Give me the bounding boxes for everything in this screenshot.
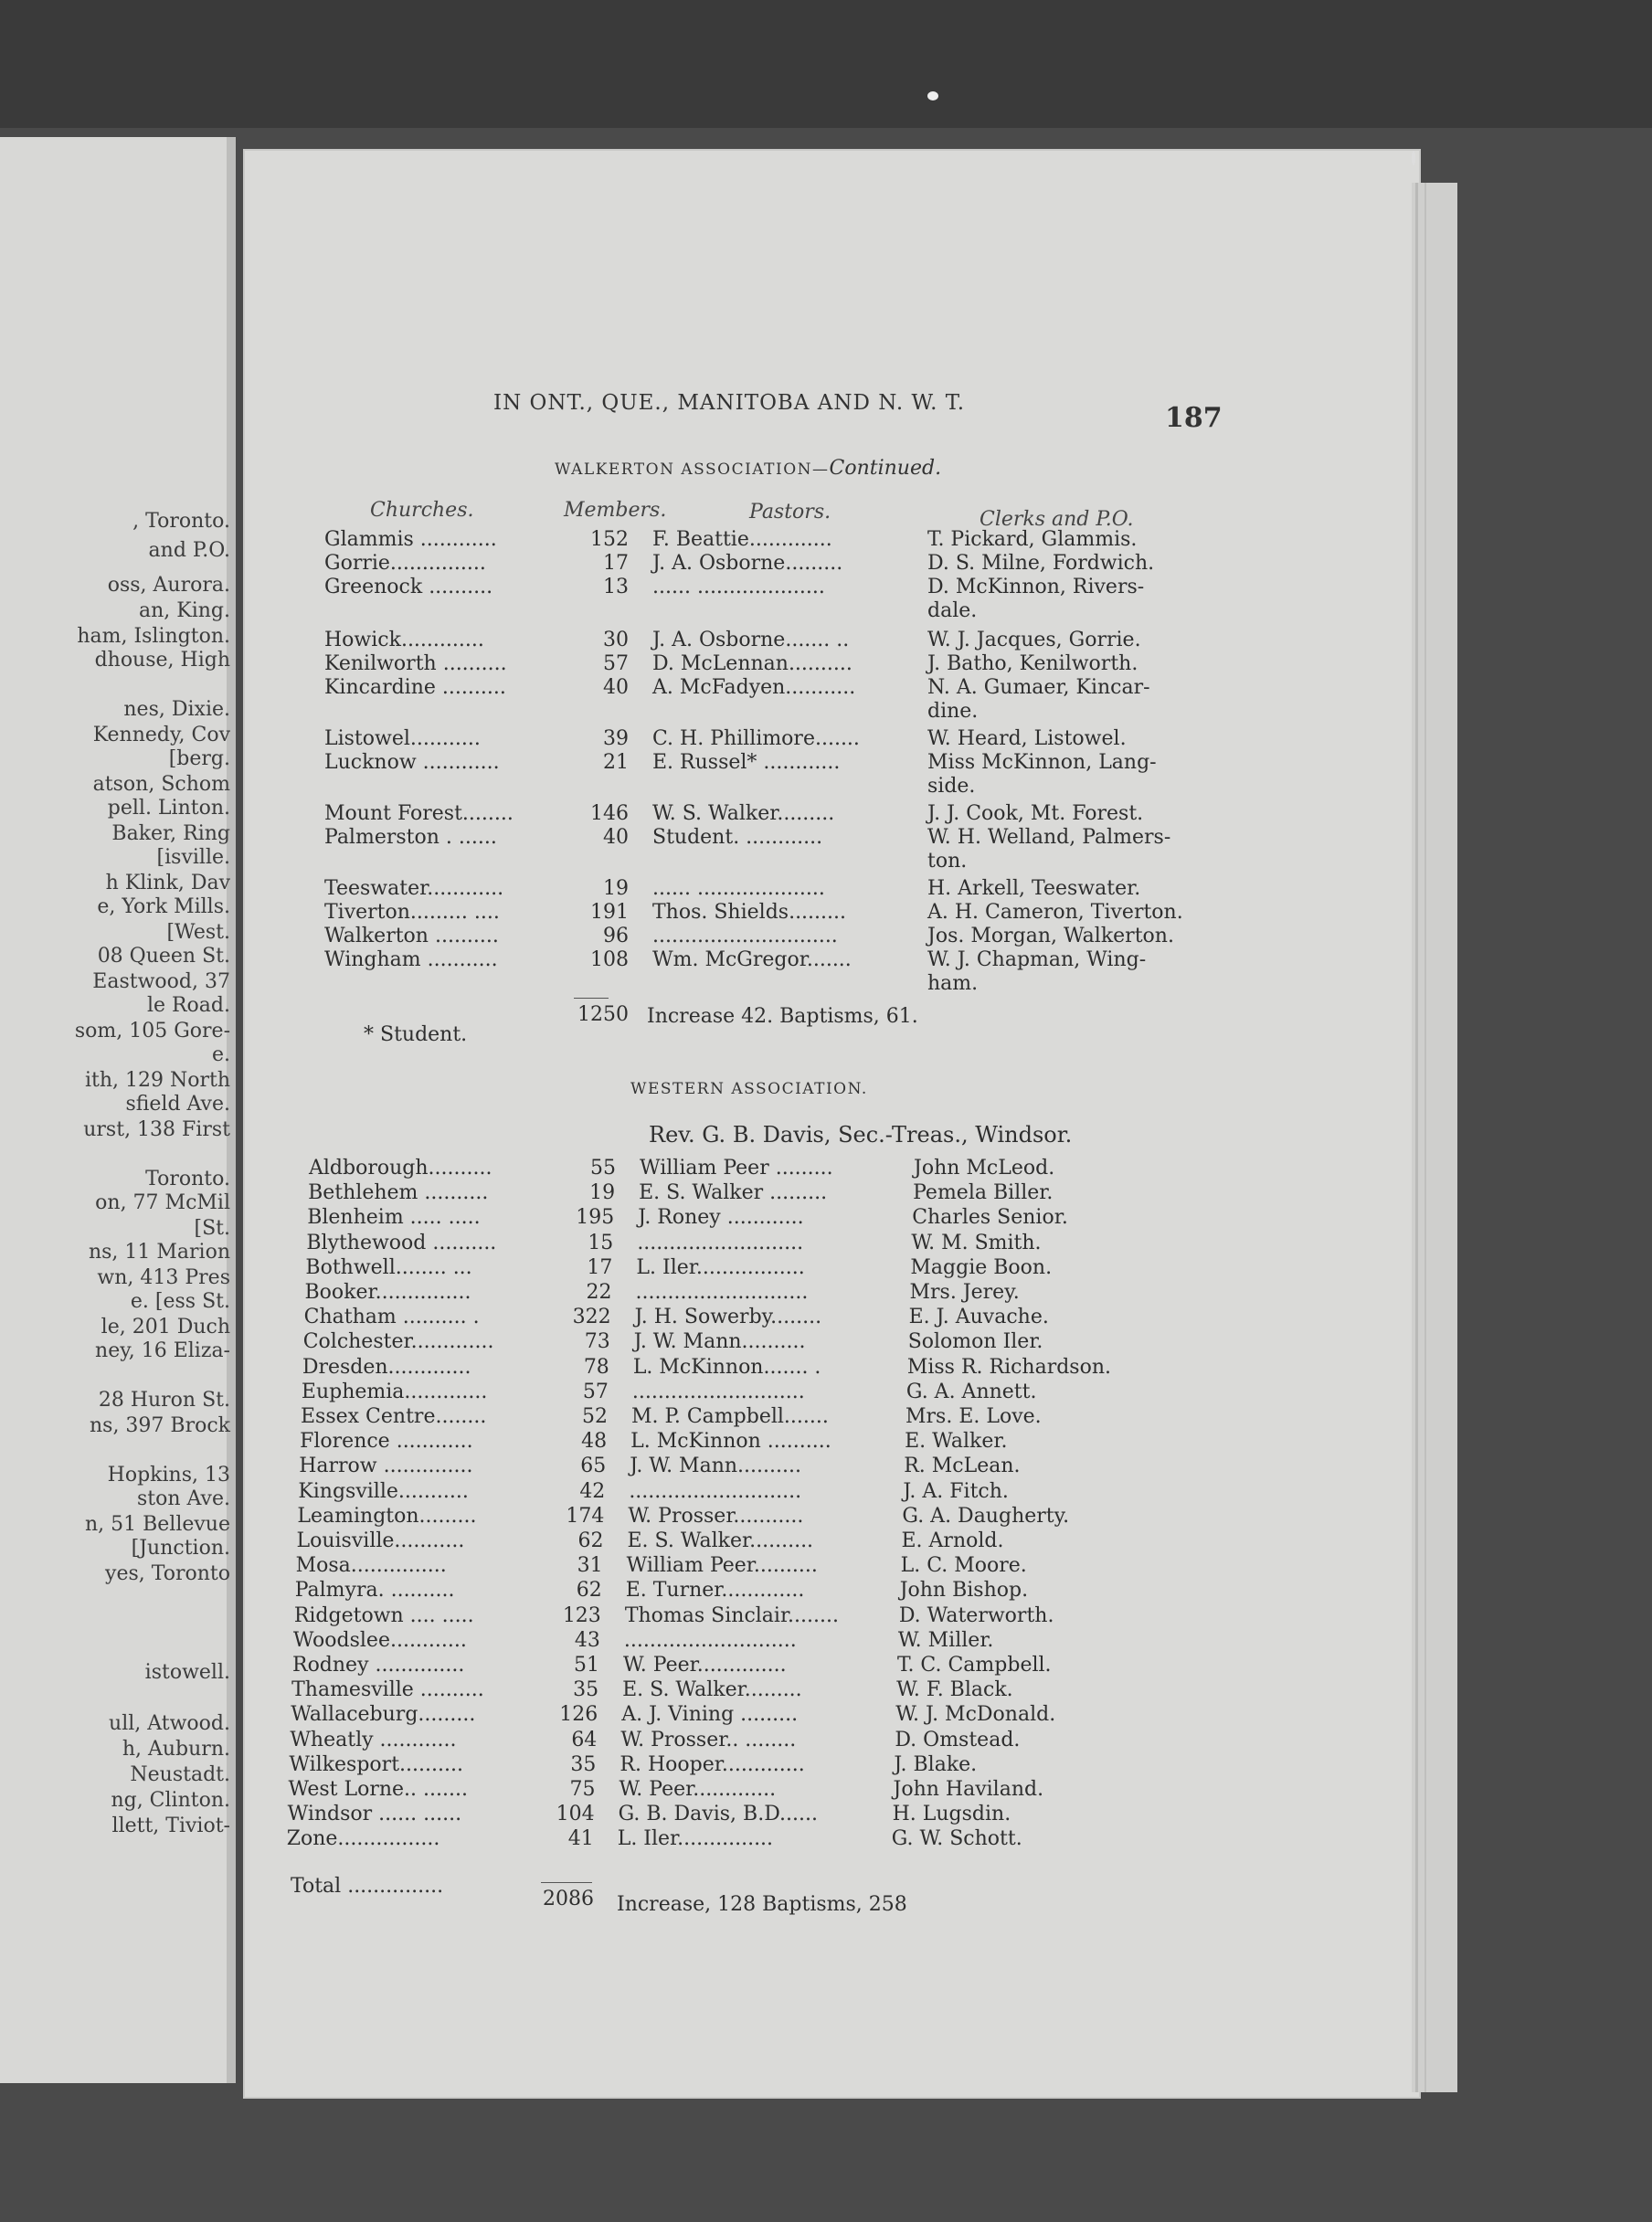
pastor-name: ...... ....................	[652, 576, 825, 598]
page-stack-edge	[1412, 183, 1457, 2092]
column-head-pastors: Pastors.	[749, 501, 831, 524]
pastor-name: R. Hooper.............	[620, 1752, 805, 1776]
facing-page-line: ns, 397 Brock	[89, 1414, 230, 1437]
table-row	[0, 1157, 1188, 1180]
clerk-name: John McLeod.	[914, 1157, 1055, 1180]
walkerton-footnote: * Student.	[364, 1023, 468, 1046]
clerk-name: J. Batho, Kenilworth.	[927, 652, 1138, 675]
pastor-name: ...........................	[623, 1628, 797, 1652]
table-row	[0, 948, 1188, 972]
member-count: 42	[579, 1479, 606, 1503]
church-name: Walkerton ..........	[324, 925, 499, 947]
pastor-name: L. Iler.................	[636, 1255, 805, 1279]
member-count: 17	[587, 1255, 613, 1279]
clerk-name: G. A. Annett.	[905, 1380, 1037, 1403]
clerk-name: Solomon Iler.	[907, 1330, 1043, 1354]
pastor-name: J. Roney ............	[638, 1206, 804, 1230]
member-count: 62	[577, 1529, 604, 1552]
facing-page-line: Hopkins, 13	[107, 1464, 230, 1487]
table-row	[0, 1703, 1170, 1727]
column-head-members: Members.	[564, 499, 667, 522]
table-row	[0, 1654, 1171, 1677]
scan-top-border	[0, 0, 1652, 128]
clerk-name: D. Omstead.	[895, 1728, 1021, 1751]
church-name: Wilkesport..........	[289, 1752, 463, 1776]
western-total-label: Total ...............	[291, 1875, 444, 1898]
walkerton-title-continued: Continued.	[829, 457, 942, 480]
pastor-name: W. Peer..............	[623, 1654, 787, 1677]
clerk-name: T. C. Campbell.	[897, 1654, 1052, 1677]
member-count: 15	[588, 1231, 614, 1254]
facing-page-line: llett, Tiviot-	[111, 1815, 230, 1837]
pastor-name: L. McKinnon....... .	[632, 1355, 821, 1379]
church-name: Palmyra. ..........	[294, 1579, 455, 1603]
member-count: 52	[582, 1405, 608, 1428]
facing-page-line: ull, Atwood.	[109, 1712, 230, 1735]
clerk-name: G. A. Daugherty.	[902, 1504, 1070, 1528]
pastor-name: J. W. Mann..........	[633, 1330, 806, 1354]
table-row	[0, 1181, 1187, 1205]
facing-page-line: 08 Queen St.	[97, 945, 230, 968]
facing-page-line: and P.O.	[148, 539, 230, 562]
member-count: 152	[590, 528, 629, 551]
western-total-members: 2086	[543, 1888, 594, 1910]
clerk-name: H. Arkell, Teeswater.	[927, 877, 1141, 900]
facing-page-line: Neustadt.	[130, 1763, 230, 1786]
member-count: 62	[576, 1579, 602, 1603]
facing-page-line: atson, Schom	[92, 773, 230, 796]
western-secretary: Rev. G. B. Davis, Sec.-Treas., Windsor.	[649, 1122, 1073, 1148]
pastor-name: J. A. Osborne.........	[652, 552, 843, 575]
clerk-name: G. W. Schott.	[891, 1827, 1022, 1851]
member-count: 108	[590, 948, 629, 971]
church-name: Bethlehem ..........	[308, 1181, 489, 1205]
table-row	[0, 972, 1188, 996]
member-count: 17	[603, 552, 629, 575]
facing-page-line: ney, 16 Eliza-	[95, 1339, 230, 1362]
table-row	[0, 751, 1188, 775]
church-name: Kincardine ..........	[324, 676, 506, 699]
clerk-name: Jos. Morgan, Walkerton.	[927, 925, 1174, 947]
facing-page-line: sfield Ave.	[125, 1093, 230, 1116]
table-row	[0, 1729, 1169, 1752]
pastor-name: ...........................	[629, 1479, 802, 1503]
walkerton-summary: Increase 42. Baptisms, 61.	[647, 1005, 918, 1028]
pastor-name: William Peer .........	[640, 1157, 833, 1180]
table-row	[0, 1803, 1167, 1826]
member-count: 21	[603, 751, 629, 774]
facing-page-line: [West.	[166, 921, 230, 944]
pastor-name: Thos. Shields.........	[652, 901, 847, 924]
table-row	[0, 1381, 1181, 1404]
table-row	[0, 1629, 1172, 1653]
facing-page-line: le, 201 Duch	[101, 1316, 230, 1338]
clerk-name: W. Heard, Listowel.	[927, 727, 1127, 750]
western-section-title: WESTERN ASSOCIATION.	[630, 1080, 868, 1098]
table-row	[0, 1430, 1179, 1454]
running-head: IN ONT., QUE., MANITOBA AND N. W. T.	[493, 391, 966, 415]
table-row	[0, 901, 1188, 925]
member-count: 22	[586, 1281, 612, 1304]
facing-page-line: Toronto.	[145, 1168, 230, 1190]
table-row	[0, 599, 1188, 623]
member-count: 146	[590, 802, 629, 825]
table-row	[0, 1206, 1186, 1230]
member-count: 41	[567, 1827, 594, 1851]
clerk-name: Miss R. Richardson.	[906, 1355, 1112, 1379]
member-count: 104	[556, 1803, 595, 1826]
western-summary: Increase, 128 Baptisms, 258	[617, 1893, 907, 1916]
table-row	[0, 1505, 1176, 1529]
pastor-name: E. Turner.............	[625, 1579, 805, 1603]
church-name: Mosa...............	[295, 1554, 447, 1578]
table-row	[0, 1306, 1183, 1329]
clerk-name: ton.	[927, 850, 968, 873]
table-row	[0, 528, 1188, 552]
table-row	[0, 676, 1188, 700]
church-name: Booker...............	[304, 1281, 471, 1304]
member-count: 195	[576, 1206, 615, 1230]
member-count: 40	[603, 676, 629, 699]
pastor-name: Wm. McGregor.......	[652, 948, 852, 971]
church-name: Woodslee............	[292, 1628, 467, 1652]
western-total-rule	[541, 1882, 592, 1883]
clerk-name: W. H. Welland, Palmers-	[927, 826, 1171, 849]
table-row	[0, 1678, 1170, 1702]
pastor-name: Thomas Sinclair........	[624, 1603, 839, 1627]
church-name: Louisville...........	[296, 1529, 465, 1552]
church-name: Wheatly ............	[290, 1728, 457, 1751]
clerk-name: H. Lugsdin.	[892, 1803, 1011, 1826]
walkerton-total-members: 1250	[577, 1003, 629, 1026]
clerk-name: W. Miller.	[897, 1628, 994, 1652]
facing-page-line: ng, Clinton.	[111, 1789, 230, 1812]
pastor-name: .............................	[652, 925, 838, 947]
member-count: 64	[571, 1728, 598, 1751]
church-name: Greenock ..........	[324, 576, 493, 598]
pastor-name: J. W. Mann..........	[630, 1455, 801, 1478]
facing-page-line: ith, 129 North	[84, 1069, 230, 1092]
table-row	[0, 552, 1188, 576]
church-name: Wingham ...........	[324, 948, 498, 971]
pastor-name: G. B. Davis, B.D......	[618, 1803, 819, 1826]
pastor-name: C. H. Phillimore.......	[652, 727, 860, 750]
clerk-name: dale.	[927, 599, 978, 622]
church-name: West Lorne.. .......	[288, 1778, 468, 1801]
member-count: 65	[580, 1455, 607, 1478]
church-name: Zone................	[286, 1827, 440, 1851]
member-count: 48	[581, 1430, 608, 1454]
facing-page-line: an, King.	[139, 599, 230, 622]
walkerton-title-text: WALKERTON ASSOCIATION—	[555, 460, 830, 479]
member-count: 19	[603, 877, 629, 900]
member-count: 55	[590, 1157, 616, 1180]
church-name: Palmerston . ......	[324, 826, 497, 849]
column-head-churches: Churches.	[370, 499, 474, 522]
facing-page-line: yes, Toronto	[105, 1562, 230, 1585]
clerk-name: side.	[927, 775, 976, 798]
pastor-name: W. Prosser...........	[628, 1504, 804, 1528]
table-row	[0, 877, 1188, 901]
member-count: 322	[572, 1306, 611, 1329]
facing-page-line: ham, Islington.	[77, 625, 230, 648]
pastor-name: A. McFadyen...........	[652, 676, 856, 699]
church-name: Listowel...........	[324, 727, 481, 750]
church-name: Gorrie...............	[324, 552, 486, 575]
member-count: 57	[582, 1380, 609, 1403]
pastor-name: A. J. Vining .........	[621, 1703, 799, 1727]
table-row	[0, 802, 1188, 826]
clerk-name: J. Blake.	[894, 1752, 978, 1776]
church-name: Tiverton......... ....	[324, 901, 500, 924]
church-name: Chatham .......... .	[303, 1306, 480, 1329]
table-row	[0, 925, 1188, 948]
member-count: 73	[584, 1330, 610, 1354]
facing-page-line: le Road.	[146, 994, 230, 1017]
clerk-name: ham.	[927, 972, 979, 995]
church-name: Glammis ............	[324, 528, 497, 551]
church-name: Ridgetown .... .....	[293, 1603, 474, 1627]
clerk-name: W. F. Black.	[896, 1678, 1013, 1702]
clerk-name: Pemela Biller.	[913, 1181, 1054, 1205]
pastor-name: E. Russel* ............	[652, 751, 841, 774]
facing-page-line: [berg.	[168, 747, 230, 770]
clerk-name: Maggie Boon.	[910, 1255, 1053, 1279]
church-name: Blenheim ..... .....	[307, 1206, 481, 1230]
church-name: Mount Forest........	[324, 802, 514, 825]
clerk-name: Mrs. E. Love.	[905, 1405, 1042, 1428]
member-count: 174	[566, 1504, 605, 1528]
pastor-name: W. S. Walker.........	[652, 802, 835, 825]
page-number: 187	[1165, 402, 1223, 434]
clerk-name: D. Waterworth.	[898, 1603, 1054, 1627]
table-row	[0, 576, 1188, 599]
clerk-name: John Bishop.	[899, 1579, 1029, 1603]
pastor-name: E. S. Walker .........	[639, 1181, 828, 1205]
church-name: Harrow ..............	[299, 1455, 473, 1478]
walkerton-section-title	[555, 457, 941, 480]
clerk-name: Miss McKinnon, Lang-	[927, 751, 1157, 774]
member-count: 19	[589, 1181, 616, 1205]
pastor-name: D. McLennan..........	[652, 652, 852, 675]
facing-page-line: h, Auburn.	[122, 1738, 230, 1761]
clerk-name: J. A. Fitch.	[903, 1479, 1009, 1503]
clerk-name: D. S. Milne, Fordwich.	[927, 552, 1155, 575]
member-count: 57	[603, 652, 629, 675]
pastor-name: F. Beattie.............	[652, 528, 832, 551]
facing-page-line: 28 Huron St.	[98, 1389, 230, 1412]
pastor-name: ..........................	[637, 1231, 804, 1254]
clerk-name: L. C. Moore.	[900, 1554, 1027, 1578]
pastor-name: ...........................	[631, 1380, 805, 1403]
member-count: 123	[562, 1603, 601, 1627]
table-row	[0, 826, 1188, 850]
facing-page-line: on, 77 McMil	[95, 1191, 230, 1214]
facing-page-line: e. [ess St.	[130, 1290, 230, 1313]
facing-page-line: nes, Dixie.	[123, 698, 230, 721]
facing-page-line: [isville.	[156, 846, 230, 869]
clerk-name: dine.	[927, 700, 979, 723]
clerk-name: J. J. Cook, Mt. Forest.	[927, 802, 1144, 825]
clerk-name: E. J. Auvache.	[908, 1306, 1049, 1329]
church-name: Colchester.............	[302, 1330, 494, 1354]
dust-speck	[1412, 151, 1415, 165]
church-name: Leamington.........	[297, 1504, 477, 1528]
clerk-name: T. Pickard, Glammis.	[927, 528, 1138, 551]
pastor-name: ...... ....................	[652, 877, 825, 900]
pastor-name: Student. ............	[652, 826, 823, 849]
church-name: Euphemia.............	[301, 1380, 488, 1403]
church-name: Windsor ...... ......	[287, 1803, 462, 1826]
member-count: 35	[570, 1752, 597, 1776]
facing-page-line: ston Ave.	[137, 1487, 230, 1510]
clerk-name: W. M. Smith.	[911, 1231, 1042, 1254]
clerk-name: R. McLean.	[904, 1455, 1021, 1478]
facing-page-line: Baker, Ring	[111, 822, 230, 845]
facing-page-line: [St.	[194, 1217, 230, 1240]
clerk-name: A. H. Cameron, Tiverton.	[927, 901, 1183, 924]
clerk-name: Charles Senior.	[912, 1206, 1068, 1230]
member-count: 78	[583, 1355, 609, 1379]
table-row	[0, 700, 1188, 724]
member-count: 126	[559, 1703, 598, 1727]
facing-page-line: e.	[211, 1043, 230, 1066]
church-name: Kenilworth ..........	[324, 652, 507, 675]
church-name: Bothwell........ ...	[305, 1255, 472, 1279]
clerk-name: E. Walker.	[905, 1430, 1008, 1454]
member-count: 96	[603, 925, 629, 947]
clerk-name: E. Arnold.	[901, 1529, 1004, 1552]
column-head-clerks: Clerks and P.O.	[980, 508, 1134, 531]
clerk-name: D. McKinnon, Rivers-	[927, 576, 1145, 598]
facing-page-line: pell. Linton.	[107, 797, 230, 820]
table-row	[0, 1579, 1174, 1603]
facing-page-line: Kennedy, Cov	[92, 724, 230, 746]
member-count: 40	[603, 826, 629, 849]
member-count: 75	[569, 1778, 596, 1801]
table-row	[0, 727, 1188, 751]
facing-page-line: Eastwood, 37	[92, 970, 230, 993]
clerk-name: W. J. Jacques, Gorrie.	[927, 629, 1141, 651]
table-row	[0, 1480, 1177, 1504]
pastor-name: ...........................	[635, 1281, 809, 1304]
clerk-name: John Haviland.	[893, 1778, 1044, 1801]
church-name: Howick.............	[324, 629, 484, 651]
pastor-name: J. A. Osborne....... ..	[652, 629, 850, 651]
facing-page-line: urst, 138 First	[83, 1118, 230, 1141]
facing-page-line: som, 105 Gore-	[74, 1020, 230, 1042]
facing-page-line: e, York Mills.	[97, 895, 230, 918]
table-row	[0, 1753, 1168, 1777]
church-name: Florence ............	[300, 1430, 473, 1454]
facing-page-line: n, 51 Bellevue	[84, 1513, 230, 1536]
facing-page-line: istowell.	[144, 1661, 230, 1684]
member-count: 191	[590, 901, 629, 924]
table-row	[0, 1827, 1166, 1851]
church-name: Essex Centre........	[301, 1405, 487, 1428]
table-row	[0, 652, 1188, 676]
pastor-name: L. Iler...............	[617, 1827, 774, 1851]
table-row	[0, 1554, 1175, 1578]
table-row	[0, 1778, 1168, 1802]
facing-page-line: h Klink, Dav	[105, 872, 230, 894]
table-row	[0, 1455, 1178, 1478]
table-row	[0, 1529, 1176, 1553]
table-row	[0, 850, 1188, 873]
pastor-name: E. S. Walker..........	[627, 1529, 814, 1552]
member-count: 43	[574, 1628, 600, 1652]
clerk-name: W. J. Chapman, Wing-	[927, 948, 1147, 971]
facing-page-line: , Toronto.	[132, 510, 230, 533]
table-row	[0, 1356, 1181, 1380]
member-count: 31	[577, 1554, 603, 1578]
member-count: 51	[574, 1654, 599, 1677]
pastor-name: W. Peer.............	[619, 1778, 777, 1801]
table-row	[0, 1232, 1185, 1255]
facing-page-line: oss, Aurora.	[107, 574, 230, 597]
facing-page-line: dhouse, High	[94, 649, 230, 672]
pastor-name: W. Prosser.. ........	[620, 1728, 797, 1751]
total-rule	[574, 998, 609, 999]
pastor-name: M. P. Campbell.......	[631, 1405, 829, 1428]
church-name: Aldborough..........	[309, 1157, 492, 1180]
dust-speck	[927, 91, 938, 101]
clerk-name: N. A. Gumaer, Kincar-	[927, 676, 1150, 699]
table-row	[0, 1256, 1184, 1280]
table-row	[0, 1405, 1180, 1429]
table-row	[0, 775, 1188, 799]
church-name: Thamesville ..........	[291, 1678, 484, 1702]
church-name: Wallaceburg.........	[291, 1703, 476, 1727]
table-row	[0, 629, 1188, 652]
member-count: 30	[603, 629, 629, 651]
member-count: 35	[573, 1678, 599, 1702]
table-row	[0, 1330, 1182, 1354]
clerk-name: Mrs. Jerey.	[909, 1281, 1020, 1304]
facing-page-line: wn, 413 Pres	[97, 1266, 230, 1289]
pastor-name: E. S. Walker.........	[622, 1678, 802, 1702]
pastor-name: J. H. Sowerby........	[634, 1306, 822, 1329]
table-row	[0, 1281, 1184, 1305]
pastor-name: L. McKinnon ..........	[630, 1430, 831, 1454]
clerk-name: W. J. McDonald.	[895, 1703, 1056, 1727]
church-name: Blythewood ..........	[306, 1231, 497, 1254]
facing-page-line: ns, 11 Marion	[88, 1241, 230, 1264]
facing-page-line: [Junction.	[131, 1537, 230, 1560]
member-count: 13	[603, 576, 629, 598]
church-name: Kingsville...........	[298, 1479, 469, 1503]
church-name: Rodney ..............	[292, 1654, 465, 1677]
church-name: Lucknow ............	[324, 751, 500, 774]
pastor-name: William Peer..........	[626, 1554, 818, 1578]
table-row	[0, 1604, 1173, 1628]
church-name: Teeswater............	[324, 877, 504, 900]
member-count: 39	[603, 727, 629, 750]
church-name: Dresden.............	[302, 1355, 471, 1379]
